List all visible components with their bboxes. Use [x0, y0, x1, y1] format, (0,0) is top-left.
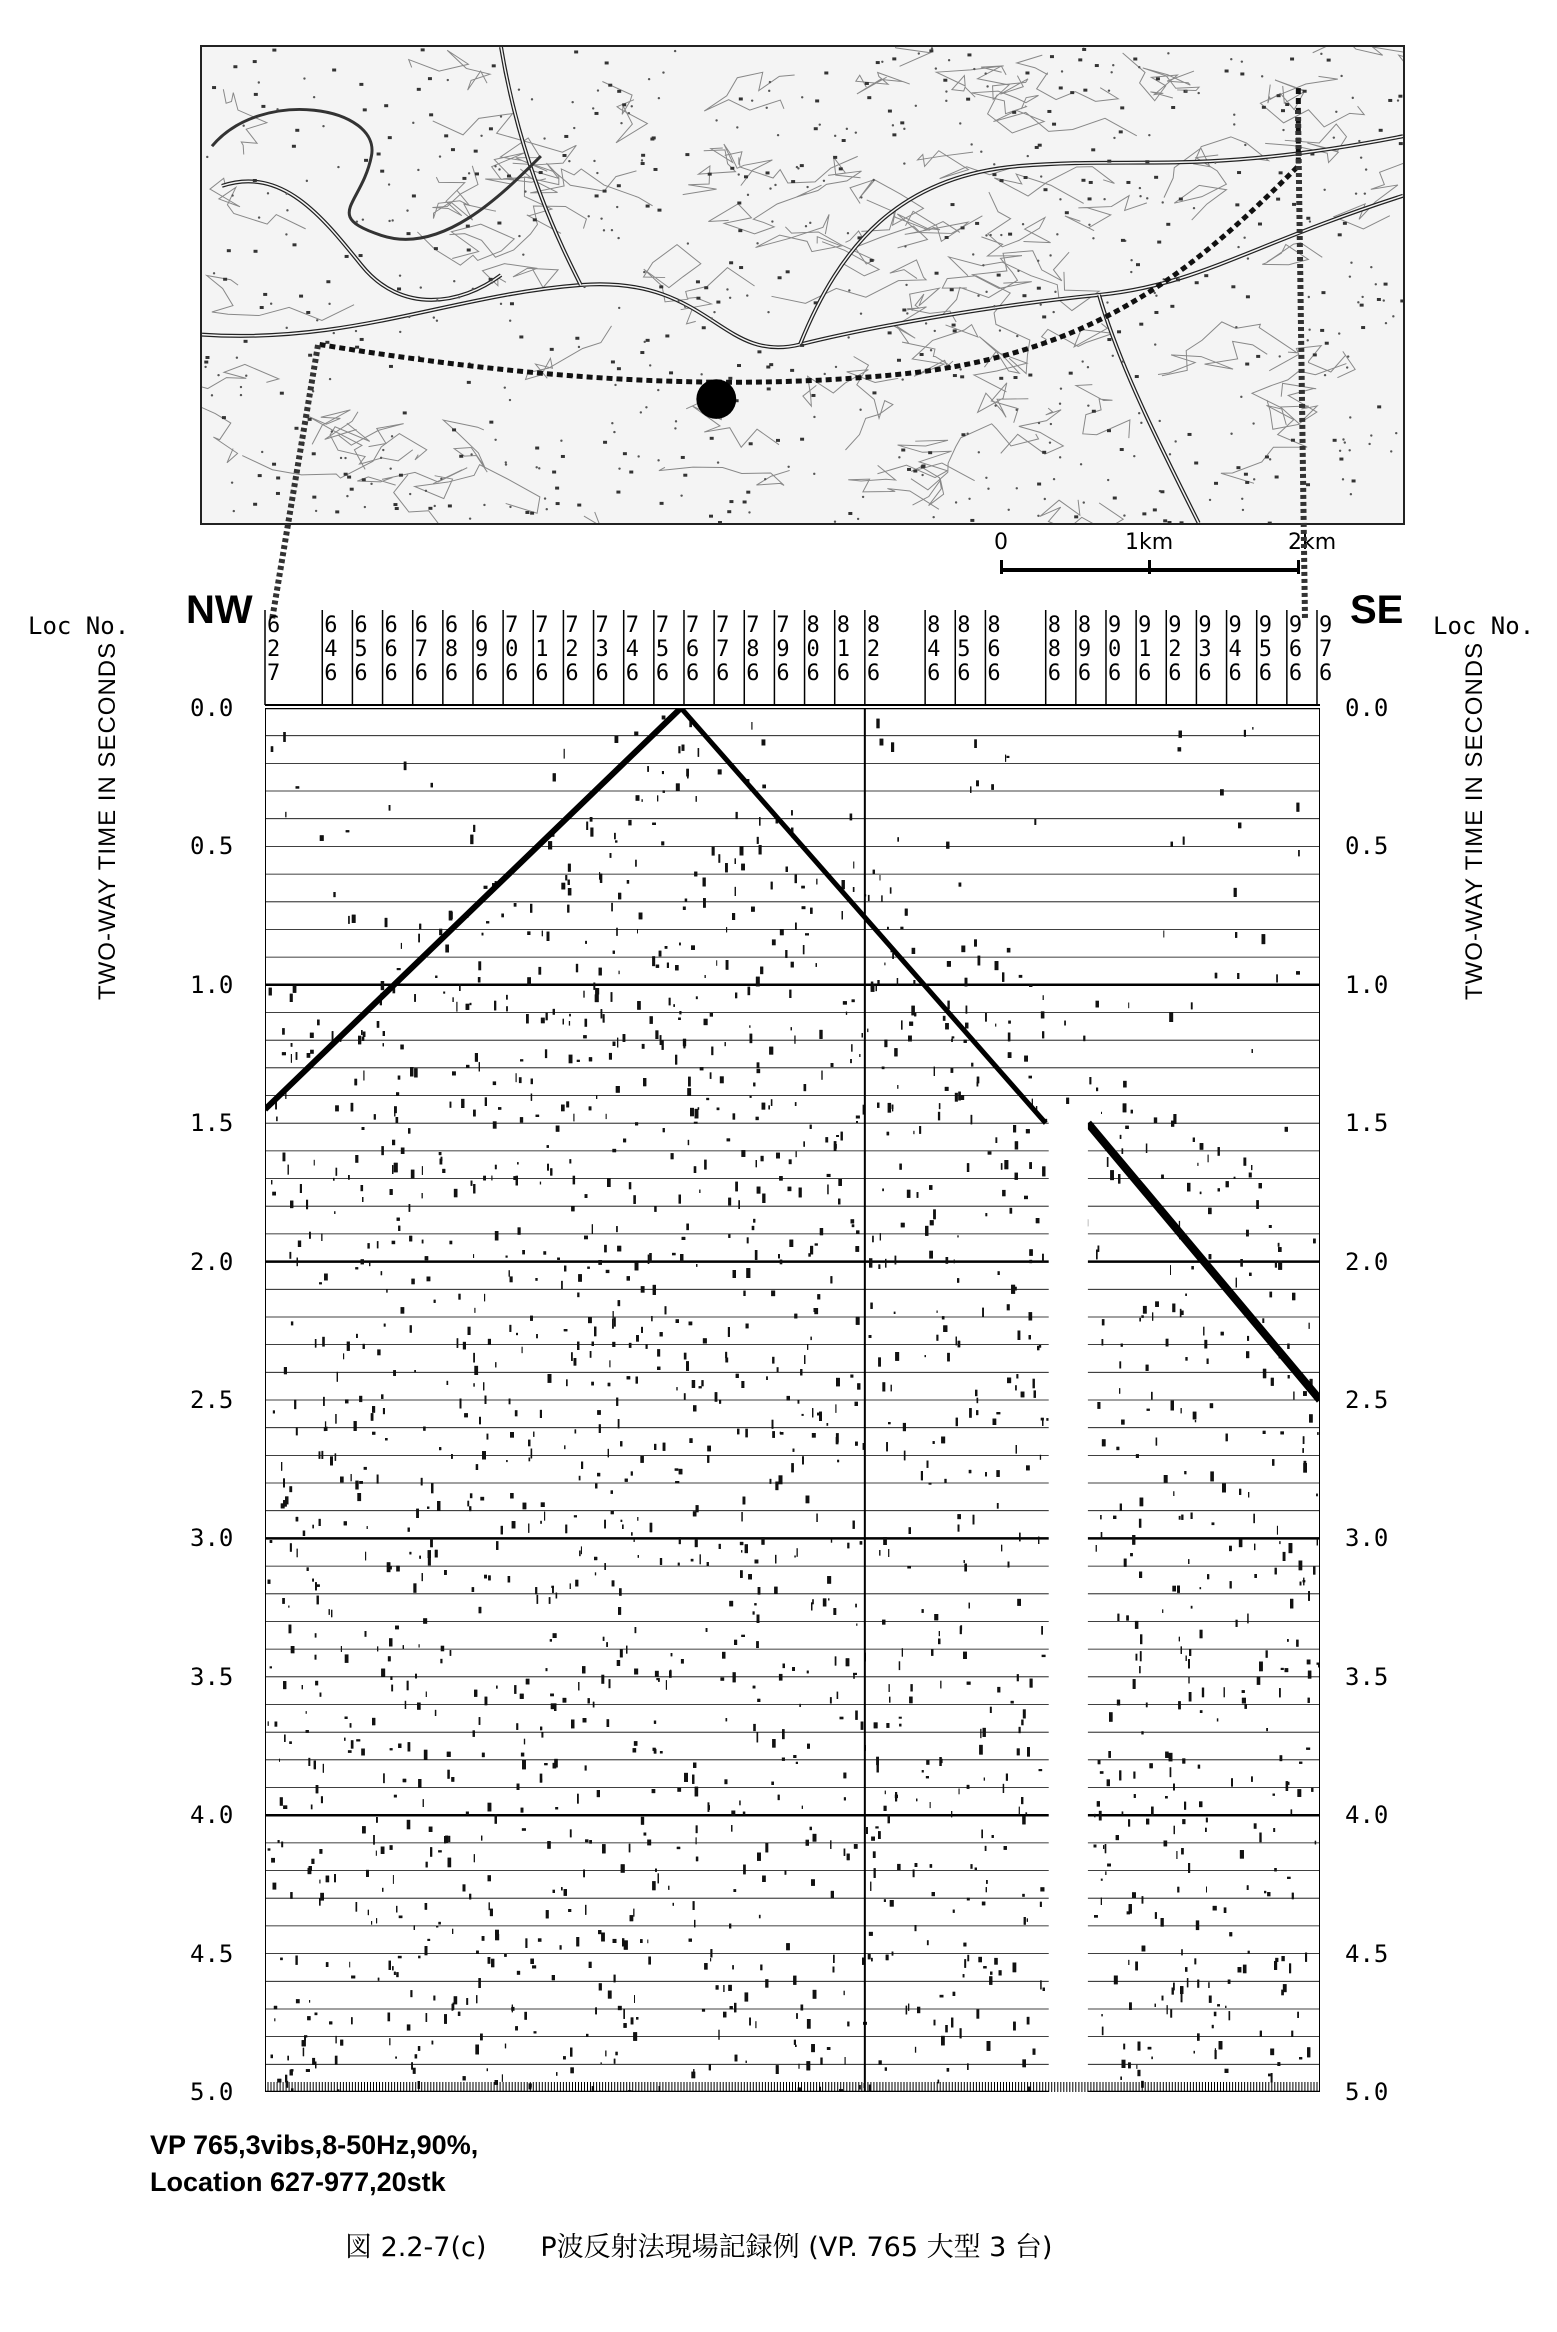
loc-digit: 6 — [685, 661, 700, 686]
loc-digit: 9 — [1288, 613, 1303, 638]
loc-digit: 5 — [1258, 637, 1272, 662]
loc-digit: 6 — [1258, 661, 1272, 686]
time-tick-right-2.0: 2.0 — [1345, 1247, 1389, 1276]
loc-digit: 7 — [595, 613, 609, 638]
loc-digit: 4 — [324, 637, 338, 662]
loc-number-976 — [1317, 610, 1332, 705]
loc-digit: 6 — [1288, 661, 1303, 686]
loc-number-646 — [322, 610, 337, 705]
loc-digit: 4 — [625, 637, 639, 662]
loc-digit: 6 — [625, 661, 639, 686]
direction-se: SE — [1350, 588, 1404, 632]
acquisition-params-line2: Location 627-977,20stk — [150, 2167, 446, 2197]
loc-number-696 — [473, 610, 488, 705]
loc-digit: 6 — [444, 613, 459, 638]
loc-number-966 — [1287, 610, 1302, 705]
loc-digit: 6 — [866, 661, 881, 686]
loc-digit: 9 — [1168, 613, 1182, 638]
loc-number-906 — [1106, 610, 1121, 705]
loc-digit: 3 — [1198, 637, 1212, 662]
loc-number-846 — [925, 610, 940, 705]
loc-digit: 6 — [1107, 661, 1122, 686]
loc-digit: 5 — [655, 637, 670, 662]
loc-number-766 — [684, 610, 699, 705]
loc-digit: 6 — [414, 613, 428, 638]
loc-digit: 8 — [927, 613, 941, 638]
time-tick-right-3.5: 3.5 — [1345, 1662, 1389, 1691]
time-tick-right-5.0: 5.0 — [1345, 2078, 1389, 2106]
time-tick-left-4.0: 4.0 — [190, 1801, 234, 1830]
loc-number-816 — [835, 610, 850, 705]
loc-number-716 — [533, 610, 548, 705]
loc-digit: 7 — [414, 637, 428, 662]
loc-digit: 6 — [957, 661, 971, 686]
loc-digit: 6 — [655, 661, 670, 686]
loc-digit: 6 — [776, 661, 790, 686]
loc-digit: 9 — [1138, 613, 1152, 638]
loc-digit: 7 — [267, 661, 281, 686]
loc-digit: 6 — [1047, 661, 1061, 686]
loc-number-796 — [774, 610, 789, 705]
loc-digit: 6 — [927, 661, 941, 686]
loc-number-956 — [1257, 610, 1272, 705]
loc-digit: 8 — [444, 637, 459, 662]
loc-number-926 — [1166, 610, 1181, 705]
loc-digit: 6 — [685, 637, 700, 662]
loc-digit: 6 — [505, 661, 519, 686]
loc-digit: 0 — [505, 637, 519, 662]
loc-digit: 7 — [535, 613, 549, 638]
loc-digit: 6 — [1318, 661, 1333, 686]
loc-number-666 — [383, 610, 398, 705]
time-tick-left-1.5: 1.5 — [190, 1109, 234, 1138]
loc-digit: 9 — [474, 637, 489, 662]
loc-digit: 0 — [1107, 637, 1122, 662]
loc-digit: 8 — [1047, 613, 1061, 638]
loc-digit: 6 — [565, 661, 579, 686]
loc-digit: 7 — [746, 613, 760, 638]
loc-digit: 1 — [535, 637, 549, 662]
seismic-section — [265, 708, 1320, 2092]
scale-label-1km: 1km — [1125, 530, 1174, 555]
time-tick-right-1.0: 1.0 — [1345, 970, 1389, 999]
loc-number-676 — [413, 610, 428, 705]
loc-digit: 6 — [354, 661, 368, 686]
loc-digit: 4 — [1228, 637, 1242, 662]
loc-digit: 7 — [716, 613, 730, 638]
time-tick-right-4.5: 4.5 — [1345, 1939, 1389, 1968]
loc-digit: 6 — [716, 661, 730, 686]
time-tick-right-2.5: 2.5 — [1345, 1386, 1389, 1414]
loc-digit: 6 — [987, 637, 1001, 662]
loc-number-656 — [352, 610, 367, 705]
loc-digit: 6 — [414, 661, 428, 686]
loc-digit: 8 — [1047, 637, 1061, 662]
loc-digit: 8 — [836, 613, 850, 638]
loc-digit: 1 — [1138, 637, 1152, 662]
loc-number-726 — [563, 610, 578, 705]
loc-digit: 8 — [746, 637, 760, 662]
direction-nw: NW — [186, 588, 253, 632]
time-tick-right-0.5: 0.5 — [1345, 832, 1389, 861]
loc-digit: 6 — [746, 661, 760, 686]
loc-digit: 7 — [655, 613, 670, 638]
loc-digit: 9 — [1198, 613, 1212, 638]
loc-digit: 6 — [384, 613, 398, 638]
loc-digit: 6 — [444, 661, 459, 686]
loc-digit: 7 — [565, 613, 579, 638]
time-tick-right-1.5: 1.5 — [1345, 1109, 1389, 1138]
loc-digit: 6 — [535, 661, 549, 686]
time-tick-right-0.0: 0.0 — [1345, 694, 1389, 722]
loc-digit: 8 — [806, 613, 820, 638]
loc-digit: 6 — [384, 661, 398, 686]
loc-digit: 4 — [927, 637, 941, 662]
loc-digit: 7 — [776, 613, 790, 638]
connector-line-right — [1298, 110, 1305, 620]
scale-label-0: 0 — [994, 530, 1008, 555]
loc-digit: 6 — [595, 661, 609, 686]
loc-digit: 7 — [1318, 637, 1333, 662]
loc-digit: 6 — [806, 661, 820, 686]
loc-number-896 — [1076, 610, 1091, 705]
first-break-right — [681, 708, 1046, 1123]
loc-digit: 7 — [716, 637, 730, 662]
loc-number-806 — [805, 610, 820, 705]
loc-number-856 — [955, 610, 970, 705]
loc-number-706 — [503, 610, 518, 705]
loc-digit: 6 — [324, 613, 338, 638]
loc-digit: 7 — [505, 613, 519, 638]
time-tick-left-3.5: 3.5 — [190, 1662, 234, 1691]
loc-number-946 — [1227, 610, 1242, 705]
time-tick-left-3.0: 3.0 — [190, 1524, 234, 1553]
loc-number-786 — [744, 610, 759, 705]
loc-digit: 7 — [625, 613, 639, 638]
loc-number-936 — [1196, 610, 1211, 705]
loc-digit: 6 — [384, 637, 398, 662]
loc-digit: 2 — [1168, 637, 1182, 662]
location-number-ruler — [0, 610, 1557, 710]
loc-digit: 3 — [595, 637, 609, 662]
loc-digit: 9 — [776, 637, 790, 662]
loc-digit: 8 — [866, 613, 881, 638]
loc-digit: 6 — [474, 613, 489, 638]
loc-digit: 5 — [354, 637, 368, 662]
figure-caption: 図 2.2-7(c) P波反射法現場記録例 (VP. 765 大型 3 台) — [345, 2232, 1053, 2263]
loc-digit: 9 — [1077, 637, 1092, 662]
scale-label-2km: 2km — [1288, 530, 1337, 555]
loc-label-left: Loc No. — [28, 612, 130, 640]
first-break-left — [265, 708, 681, 1109]
time-tick-left-0.5: 0.5 — [190, 832, 234, 861]
loc-number-627 — [265, 610, 280, 705]
loc-number-866 — [985, 610, 1000, 705]
loc-number-916 — [1136, 610, 1151, 705]
loc-digit: 7 — [685, 613, 700, 638]
loc-digit: 9 — [1107, 613, 1122, 638]
loc-digit: 2 — [267, 637, 281, 662]
loc-digit: 6 — [267, 613, 281, 638]
loc-digit: 6 — [474, 661, 489, 686]
loc-digit: 9 — [1318, 613, 1333, 638]
time-tick-left-1.0: 1.0 — [190, 970, 234, 999]
loc-number-756 — [654, 610, 669, 705]
loc-digit: 6 — [354, 613, 368, 638]
loc-digit: 2 — [565, 637, 579, 662]
loc-digit: 6 — [1228, 661, 1242, 686]
seismic-wiggle-traces — [268, 716, 1321, 2093]
loc-digit: 5 — [957, 637, 971, 662]
loc-digit: 6 — [1077, 661, 1092, 686]
loc-number-746 — [624, 610, 639, 705]
loc-digit: 6 — [1198, 661, 1212, 686]
trace-gap — [1049, 1109, 1088, 2092]
time-tick-left-5.0: 5.0 — [190, 2078, 234, 2106]
loc-digit: 0 — [806, 637, 820, 662]
trace-tick-marks — [265, 2082, 1317, 2092]
time-tick-left-2.0: 2.0 — [190, 1247, 234, 1276]
loc-digit: 6 — [987, 661, 1001, 686]
time-tick-left-2.5: 2.5 — [190, 1386, 234, 1414]
time-tick-right-4.0: 4.0 — [1345, 1801, 1389, 1830]
loc-digit: 1 — [836, 637, 850, 662]
time-tick-left-0.0: 0.0 — [190, 694, 234, 722]
loc-digit: 6 — [1168, 661, 1182, 686]
loc-number-736 — [594, 610, 609, 705]
loc-digit: 6 — [836, 661, 850, 686]
time-tick-left-4.5: 4.5 — [190, 1939, 234, 1968]
acquisition-params-line1: VP 765,3vibs,8-50Hz,90%, — [150, 2130, 479, 2160]
loc-digit: 2 — [866, 637, 881, 662]
loc-digit: 9 — [1258, 613, 1272, 638]
loc-digit: 9 — [1228, 613, 1242, 638]
loc-number-886 — [1046, 610, 1061, 705]
connector-line-left — [272, 345, 318, 620]
loc-number-686 — [443, 610, 458, 705]
loc-number-776 — [714, 610, 729, 705]
loc-digit: 8 — [987, 613, 1001, 638]
loc-number-826 — [865, 610, 880, 705]
loc-digit: 8 — [957, 613, 971, 638]
time-tick-right-3.0: 3.0 — [1345, 1524, 1389, 1553]
loc-digit: 6 — [1288, 637, 1303, 662]
loc-digit: 6 — [324, 661, 338, 686]
loc-digit: 6 — [1138, 661, 1152, 686]
loc-label-right: Loc No. — [1433, 612, 1535, 640]
loc-digit: 8 — [1077, 613, 1092, 638]
